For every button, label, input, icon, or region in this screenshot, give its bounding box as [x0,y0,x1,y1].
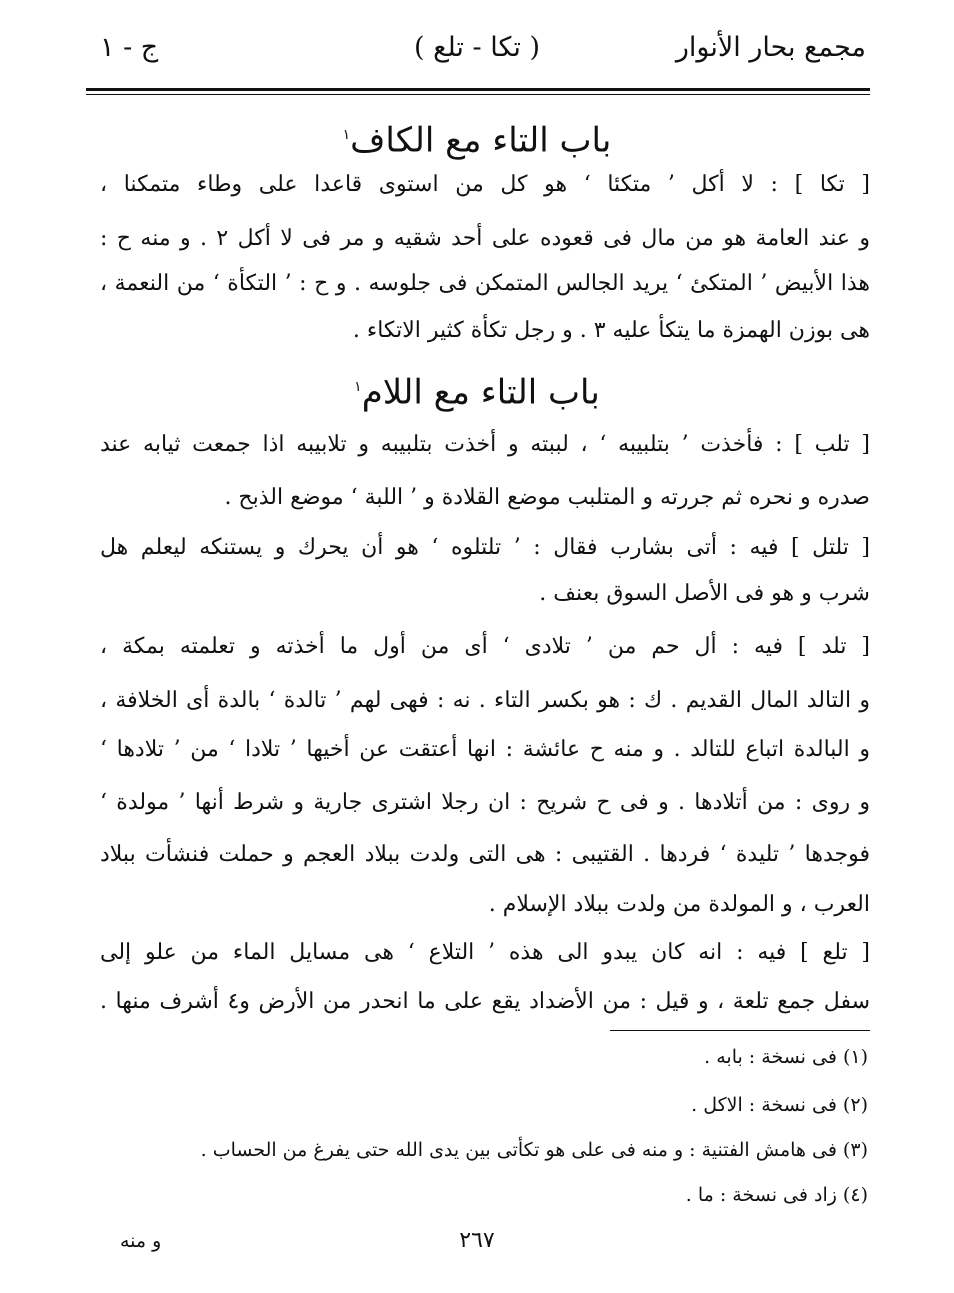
section-heading [0,110,954,165]
footnote: (٢) فى نسخة : الاكل . [691,1094,868,1116]
text-line: [ تلد ] فيه : أل حم من ’ تلادى ‘ أى من أول ما أخذته و تعلمته بمكة ، [100,634,871,659]
section-heading-text: باب التاء مع اللام [361,372,600,413]
heading-footnote-ref: ١ [342,127,351,143]
text-line: هى بوزن الهمزة ما يتكأ عليه ٣ . و رجل تكأة كثير الاتكاء . [352,318,870,343]
text-line: سفل جمع تلعة ، و قيل : من الأضداد يقع على ما انحدر من الأرض و٤ أشرف منها . [100,989,871,1014]
text-line: هذا الأبيض ’ المتكئ ‘ يريد الجالس المتمكن فى جلوسه . و ح : ’ التكأة ‘ من النعمة ، [100,271,870,296]
header-rule-thick [86,88,870,91]
section-heading-text: باب التاء مع الكاف [350,120,612,161]
running-title: مجمع بحار الأنوار [675,32,866,63]
text-line: و عند العامة هو من مال فى قعوده على أحد شقيه و مر فى لا أكل ٢ . و منه ح : [100,226,870,251]
text-line: العرب ، و المولدة من ولدت ببلاد الإسلام . [488,892,870,917]
text-line: فوجدها ’ تليدة ‘ فردها . القتيبى : هى التى ولدت ببلاد العجم و حملت فنشأت ببلاد [100,842,870,867]
section-heading [0,362,954,417]
heading-footnote-ref: ١ [354,379,362,395]
entry-range: ( تكا - تلع ) [414,32,540,63]
footnote: (٣) فى هامش الفتنية : و منه فى على هو تكأتى بين يدى الله حتى يفرغ من الحساب . [200,1139,868,1161]
footnote-separator [610,1030,870,1031]
footnote: (٤) زاد فى نسخة : ما . [685,1184,868,1206]
footnote: (١) فى نسخة : بابه . [704,1046,868,1068]
text-line: [ تلتل ] فيه : أتى بشارب فقال : ’ تلتلوه ‘ هو أن يحرك و يستنكه ليعلم هل [100,535,870,560]
text-line: [ تكا ] : لا أكل ’ متكئا ‘ هو كل من استوى قاعدا على وطاء متمكنا ، [100,172,870,197]
text-line: و روى : من أتلادها . و فى ح شريح : ان رجلا اشترى جارية و شرط أنها ’ مولدة ‘ [100,790,870,815]
volume-label: ج - ١ [100,32,159,63]
catchword: و منه [120,1230,162,1252]
text-line: و البالدة اتباع للتالد . و منه ح عائشة : انها أعتقت عن أخيها ’ تلادا ‘ من ’ تلادها ‘ [100,737,870,762]
page-number: ٢٦٧ [459,1228,495,1253]
text-line: [ تلب ] : فأخذت ’ بتلبيبه ‘ ، لببته و أخذت بتلبيبه و تلابيبه اذا جمعت ثيابه عند [100,432,870,457]
text-line: و التالد المال القديم . ك : هو بكسر التاء . نه : فهى لهم ’ تالدة ‘ بالدة أى الخلافة ، [100,688,870,713]
text-line: صدره و نحره ثم جررته و المتلبب موضع القلادة و ’ اللبة ‘ موضع الذبح . [224,485,870,510]
text-line: شرب و هو فى الأصل السوق بعنف . [539,581,870,606]
text-line: [ تلع ] فيه : انه كان يبدو الى هذه ’ التلاع ‘ هى مسايل الماء من علو إلى [100,940,870,965]
header-rule-thin [86,94,870,95]
